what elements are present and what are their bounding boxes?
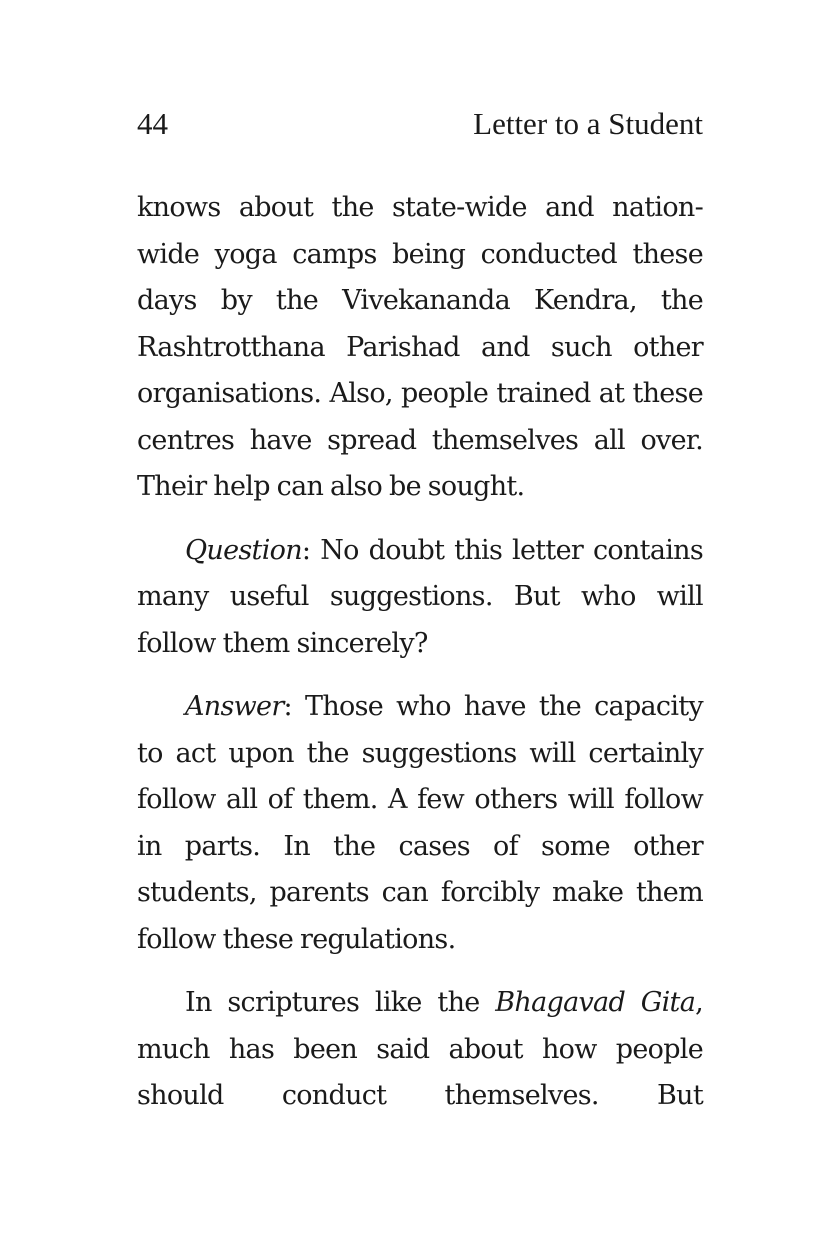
paragraph-text: : No doubt this letter contains many useful suggestions. But who will follow them sincerely?: [137, 534, 703, 659]
running-head: [137, 104, 703, 144]
body-text: [137, 185, 703, 1120]
answer-label: Answer: [185, 691, 284, 722]
book-title: Bhagavad Gita: [495, 987, 696, 1018]
paragraph-continuation: [137, 185, 703, 511]
paragraph-text: knows about the state-wide and nation-wide yoga camps being conducted these days by the Vivekananda Kendra, the Rashtrotthana Parishad and such other organisations. Also, people trained at these centres have spread themselves all over. Their help can also be sought.: [137, 192, 703, 502]
paragraph-text: , much has been said about how people should conduct themselves. But: [137, 987, 703, 1111]
paragraph-scriptures: [137, 980, 703, 1120]
question-label: Question: [185, 534, 302, 566]
paragraph-text: In scriptures like the: [185, 987, 496, 1018]
paragraph-question: [137, 528, 703, 668]
paragraph-text: : Those who have the capacity to act upon the suggestions will certainly follow all of them. A few others will follow in parts. In the cases of some other students, parents can forcibly make them follow these regulations.: [137, 691, 703, 955]
paragraph-answer: [137, 684, 703, 963]
page-number: 44: [137, 106, 168, 141]
running-title: Letter to a Student: [473, 106, 703, 141]
